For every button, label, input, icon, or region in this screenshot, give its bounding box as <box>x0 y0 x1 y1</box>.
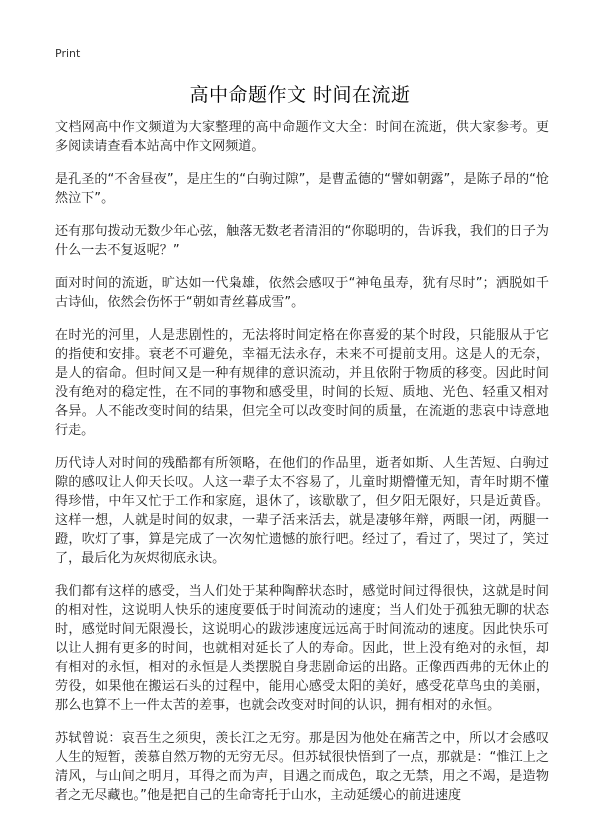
paragraph-intro: 文档网高中作文频道为大家整理的高中命题作文大全：时间在流逝，供大家参考。更多阅读请查看本站高中作文网频道。 <box>55 120 549 154</box>
paragraph-8: 苏轼曾说：哀吾生之须臾，羡长江之无穷。那是因为他处在痛苦之中，所以才会感叹人生的短暂，羡慕自然万物的无穷无尽。但苏轼很快悟到了一点，那就是：“惟江上之清风，与山间之明月，耳得之而为声，目遇之而成色，取之无禁，用之不竭，是造物者之无尽藏也。”他是把自己的生命寄托于山水，主动延缓心的前进速度 <box>55 731 549 803</box>
paragraph-4: 面对时间的流逝，旷达如一代枭雄，依然会感叹于“神龟虽寿，犹有尽时”；洒脱如千古诗仙，依然会伤怀于“朝如青丝暮成雪”。 <box>55 276 549 310</box>
article-title: 高中命题作文 时间在流逝 <box>189 84 411 106</box>
paragraph-3: 还有那句拨动无数少年心弦，触落无数老者清泪的“你聪明的，告诉我，我们的日子为什么一去不复返呢？” <box>55 224 549 258</box>
paragraph-7: 我们都有这样的感受，当人们处于某种陶醉状态时，感觉时间过得很快，这就是时间的相对性，这说明人快乐的速度要低于时间流动的速度；当人们处于孤独无聊的状态时，感觉时间无限漫长，这说明心的跋涉速度远远高于时间流动的速度。因此快乐可以让人拥有更多的时间，也就相对延长了人的寿命。因此，世上没有绝对的永恒，却有相对的永恒，相对的永恒是人类摆脱自身悲剧命运的出路。正像西西弗的无休止的劳役，如果他在搬运石头的过程中，能用心感受太阳的美好，感受花草鸟虫的美丽，那么也算不上一件太苦的差事，也就会改变对时间的认识，拥有相对的永恒。 <box>55 584 549 713</box>
paragraph-5: 在时光的河里，人是悲剧性的，无法将时间定格在你喜爱的某个时段，只能服从于它的指使和安排。衰老不可避免，幸福无法永存，未来不可提前支用。这是人的无奈，是人的宿命。但时间又是一种有规律的意识流动，并且依附于物质的移变。因此时间没有绝对的稳定性，在不同的事物和感受里，时间的长短、质地、光色、轻重又相对各异。人不能改变时间的结果，但完全可以改变时间的质量，在流逝的悲哀中诗意地行走。 <box>55 328 549 438</box>
print-link[interactable]: Print <box>55 47 81 60</box>
paragraph-2: 是孔圣的“不舍昼夜”，是庄生的“白驹过隙”，是曹孟德的“譬如朝露”，是陈子昂的“怆然泣下”。 <box>55 172 549 206</box>
article-body <box>55 118 549 819</box>
paragraph-6: 历代诗人对时间的残酷都有所领略，在他们的作品里，逝者如斯、人生苦短、白驹过隙的感叹让人仰天长叹。人这一辈子太不容易了，儿童时期懵懂无知，青年时期不懂得珍惜，中年又忙于工作和家庭，退休了，该歇歇了，但夕阳无限好，只是近黄昏。这样一想，人就是时间的奴隶，一辈子活来活去，就是凄够年辩，两眼一闭，两腿一蹬，吹灯了事，算是完成了一次匆忙遗憾的旅行吧。经过了，看过了，哭过了，笑过了，最后化为灰烬彻底永诀。 <box>55 456 549 566</box>
